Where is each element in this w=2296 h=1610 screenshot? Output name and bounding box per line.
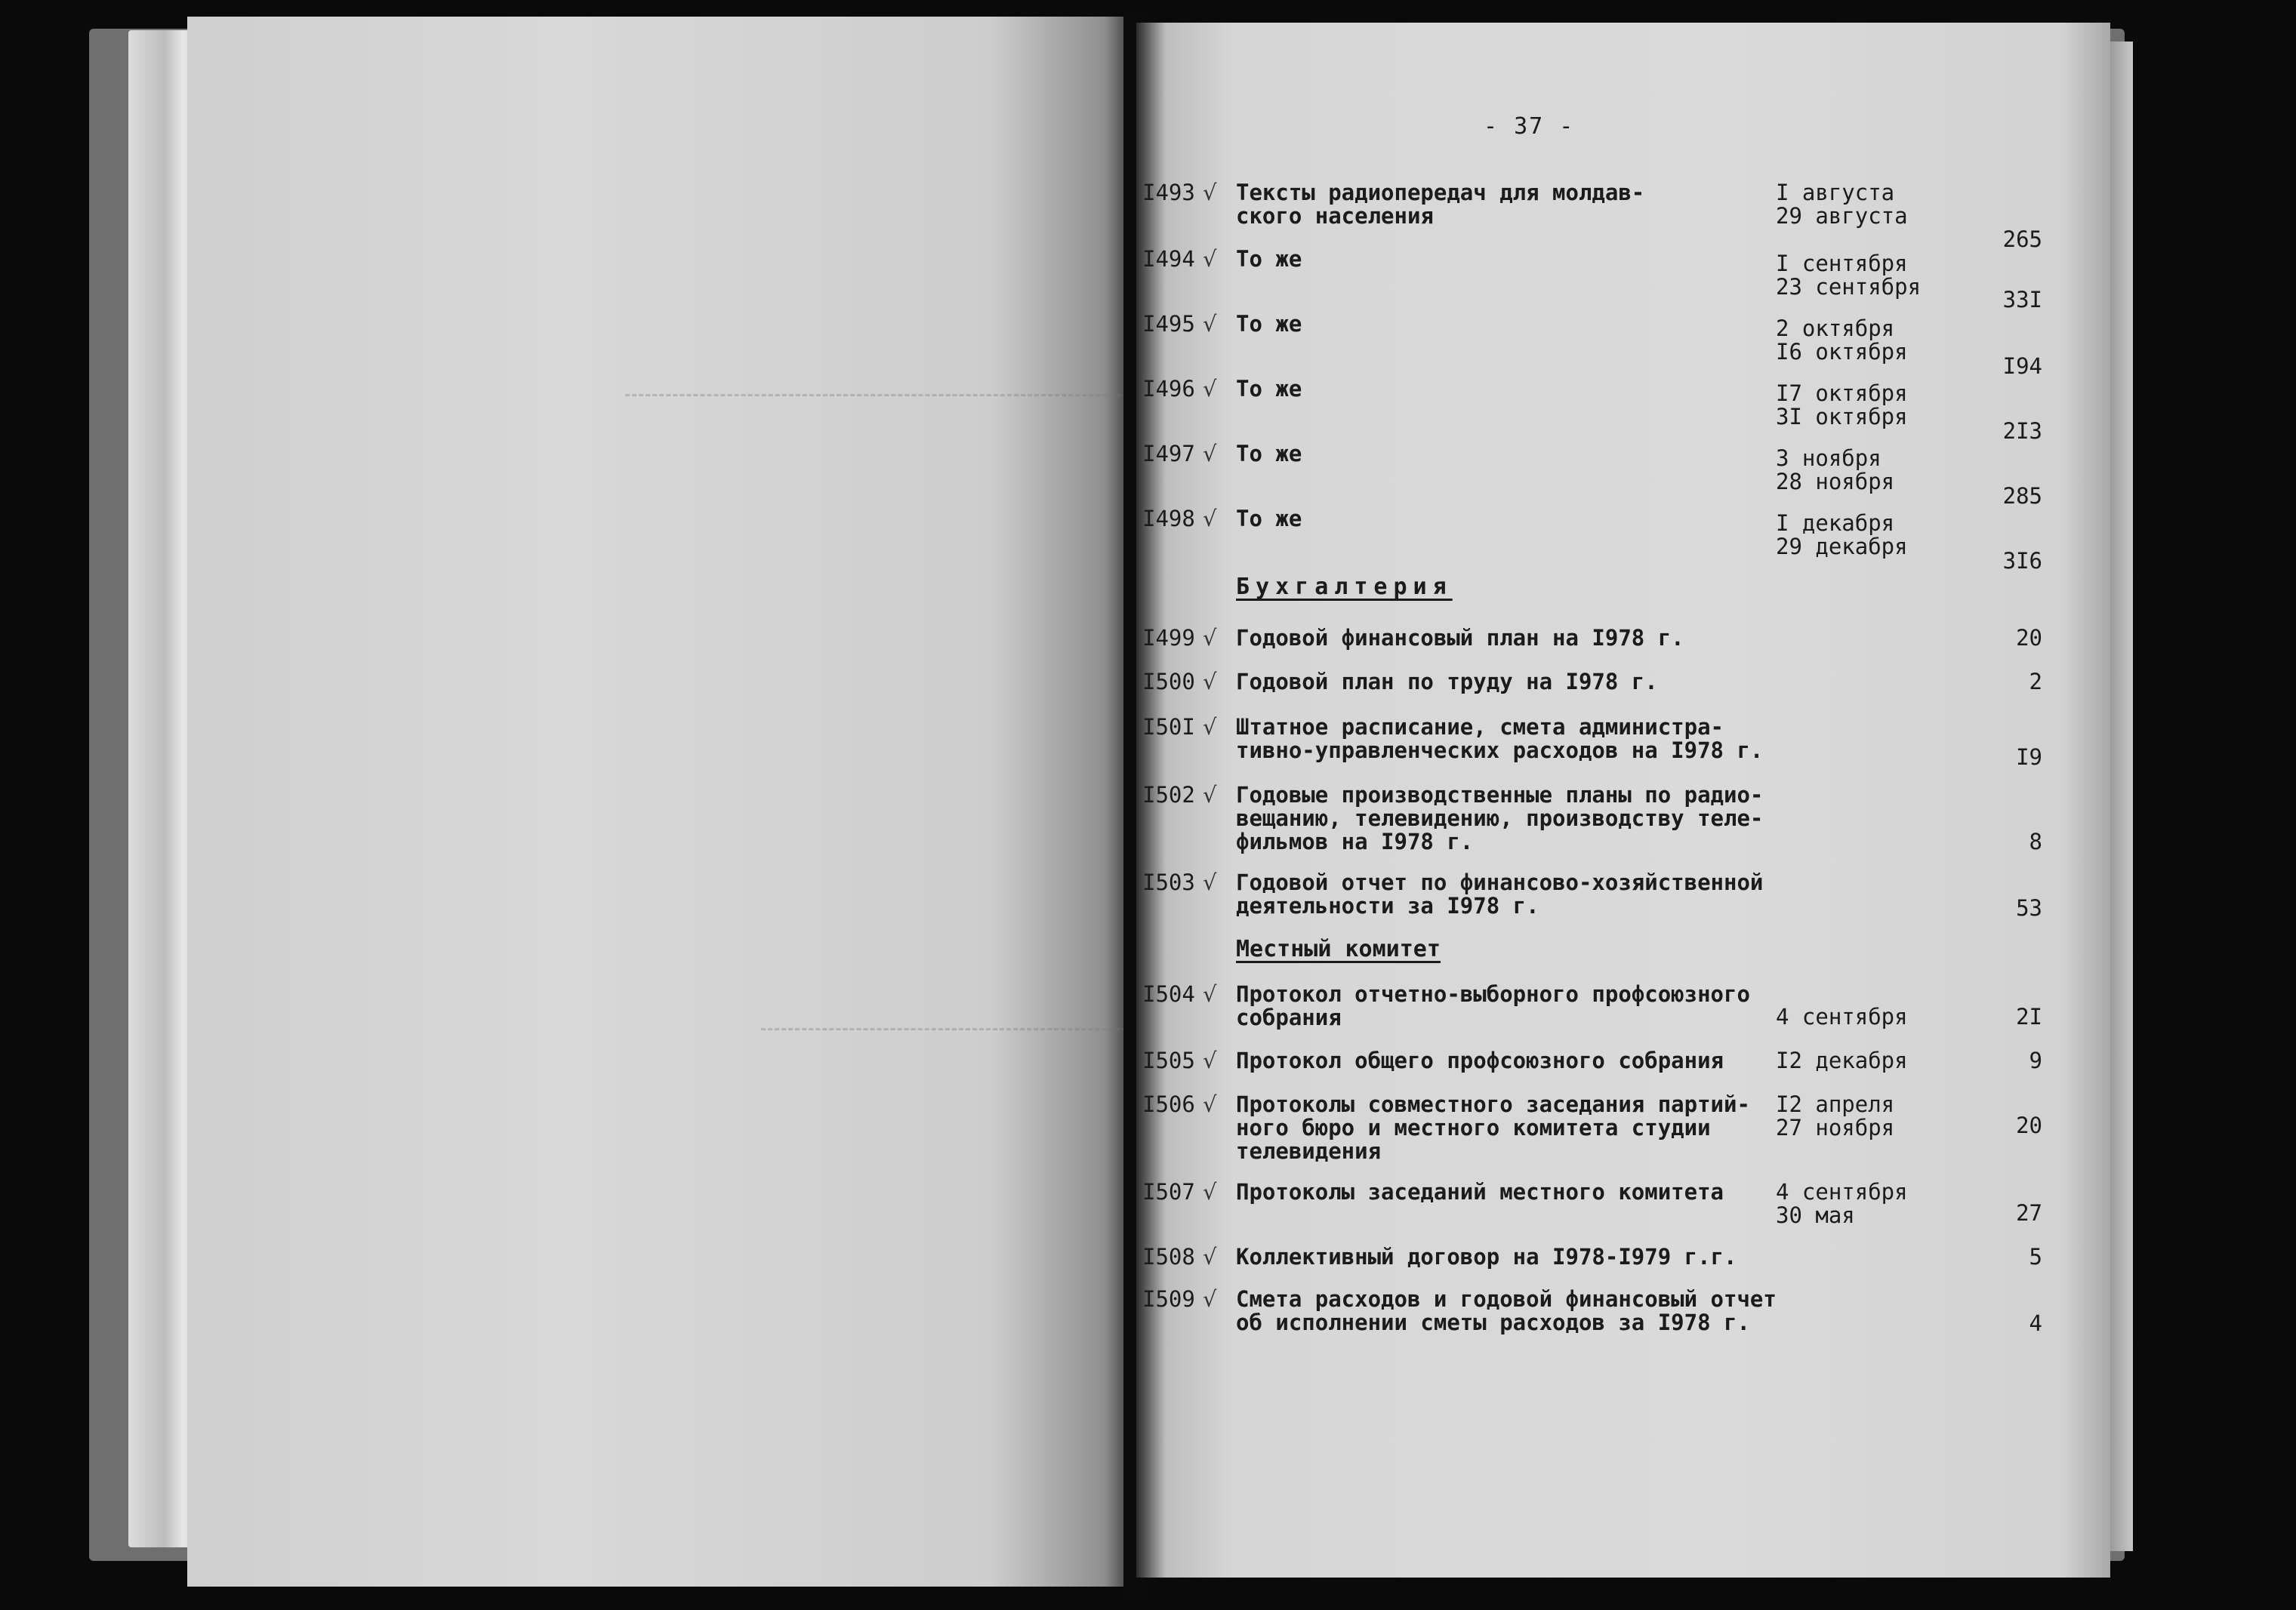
entry-title: Протокол отчетно-выборного профсоюзного собрания bbox=[1236, 981, 1750, 1030]
entry-sheet-count: I9 bbox=[2016, 744, 2042, 770]
entry-number: I498 bbox=[1142, 506, 1195, 531]
checkmark-icon: √ bbox=[1203, 441, 1217, 466]
entry-dates: I7 октября 3I октября bbox=[1776, 380, 1908, 429]
entry-dates: 4 сентября 30 мая bbox=[1776, 1179, 1908, 1228]
entry-sheet-count: 20 bbox=[2016, 625, 2042, 651]
entry-sheet-count: 2I bbox=[2016, 1004, 2042, 1030]
left-page-blank bbox=[187, 17, 1133, 1587]
entry-number: I503 bbox=[1142, 870, 1195, 895]
entry-sheet-count: 285 bbox=[2002, 483, 2042, 509]
entry-title: Годовой финансовый план на I978 г. bbox=[1236, 625, 1684, 651]
entry-title: Протоколы совместного заседания партий- ного бюро и местного комитета студии телевидения bbox=[1236, 1091, 1750, 1164]
entry-sheet-count: 2I3 bbox=[2002, 418, 2042, 444]
entry-number: I505 bbox=[1142, 1048, 1195, 1073]
entry-number: I50I bbox=[1142, 714, 1195, 740]
entry-sheet-count: 8 bbox=[2029, 829, 2042, 854]
entry-sheet-count: 265 bbox=[2002, 226, 2042, 252]
checkmark-icon: √ bbox=[1203, 1048, 1217, 1073]
entry-number: I506 bbox=[1142, 1091, 1195, 1117]
entry-sheet-count: 4 bbox=[2029, 1310, 2042, 1336]
entry-title: Годовые производственные планы по радио- вещанию, телевидению, производству теле- фильмов на I978 г. bbox=[1236, 782, 1764, 854]
entry-sheet-count: 53 bbox=[2016, 895, 2042, 921]
entry-sheet-count: 2 bbox=[2029, 669, 2042, 694]
entry-dates: I августа 29 августа bbox=[1776, 180, 1908, 229]
entry-number: I497 bbox=[1142, 441, 1195, 466]
entry-number: I495 bbox=[1142, 311, 1195, 337]
entry-sheet-count: 20 bbox=[2016, 1113, 2042, 1138]
entry-dates: I декабря 29 декабря bbox=[1776, 510, 1908, 559]
entry-dates: I сентября 23 сентября bbox=[1776, 251, 1922, 300]
entry-dates: 4 сентября bbox=[1776, 1004, 1908, 1030]
entry-number: I500 bbox=[1142, 669, 1195, 694]
entry-title: Коллективный договор на I978-I979 г.г. bbox=[1236, 1244, 1737, 1270]
checkmark-icon: √ bbox=[1203, 669, 1217, 694]
entry-number: I508 bbox=[1142, 1244, 1195, 1270]
entry-title: То же bbox=[1236, 506, 1302, 531]
checkmark-icon: √ bbox=[1203, 625, 1217, 651]
entry-title: То же bbox=[1236, 441, 1302, 466]
entry-title: Протоколы заседаний местного комитета bbox=[1236, 1179, 1724, 1205]
checkmark-icon: √ bbox=[1203, 180, 1217, 205]
entry-title: Годовой отчет по финансово-хозяйственной деятельности за I978 г. bbox=[1236, 870, 1764, 919]
entry-number: I496 bbox=[1142, 376, 1195, 402]
entry-dates: I2 декабря bbox=[1776, 1048, 1908, 1073]
entry-number: I502 bbox=[1142, 782, 1195, 808]
entry-title: Протокол общего профсоюзного собрания bbox=[1236, 1048, 1724, 1073]
entry-title: Штатное расписание, смета администра- тивно-управленческих расходов на I978 г. bbox=[1236, 714, 1764, 763]
checkmark-icon: √ bbox=[1203, 246, 1217, 272]
entry-sheet-count: 9 bbox=[2029, 1048, 2042, 1073]
entry-dates: 3 ноября 28 ноября bbox=[1776, 445, 1895, 494]
checkmark-icon: √ bbox=[1203, 782, 1217, 808]
entry-sheet-count: 33I bbox=[2002, 287, 2042, 312]
entry-number: I494 bbox=[1142, 246, 1195, 272]
section-heading-accounting: Бухгалтерия bbox=[1236, 574, 1453, 600]
entry-dates: I2 апреля 27 ноября bbox=[1776, 1091, 1895, 1141]
entry-sheet-count: 5 bbox=[2029, 1244, 2042, 1270]
checkmark-icon: √ bbox=[1203, 1286, 1217, 1312]
entry-dates: 2 октября I6 октября bbox=[1776, 316, 1908, 365]
entry-sheet-count: 3I6 bbox=[2002, 548, 2042, 574]
entry-number: I499 bbox=[1142, 625, 1195, 651]
checkmark-icon: √ bbox=[1203, 1179, 1217, 1205]
entry-sheet-count: 27 bbox=[2016, 1200, 2042, 1226]
entry-title: Смета расходов и годовой финансовый отчет об исполнении сметы расходов за I978 г. bbox=[1236, 1286, 1777, 1335]
checkmark-icon: √ bbox=[1203, 870, 1217, 895]
checkmark-icon: √ bbox=[1203, 376, 1217, 402]
entry-title: То же bbox=[1236, 376, 1302, 402]
entry-number: I507 bbox=[1142, 1179, 1195, 1205]
checkmark-icon: √ bbox=[1203, 981, 1217, 1007]
section-heading-local-committee: Местный комитет bbox=[1236, 936, 1441, 962]
entry-sheet-count: I94 bbox=[2002, 353, 2042, 379]
entry-number: I504 bbox=[1142, 981, 1195, 1007]
entry-number: I493 bbox=[1142, 180, 1195, 205]
entry-title: Годовой план по труду на I978 г. bbox=[1236, 669, 1658, 694]
page-stack-edge-right bbox=[2110, 42, 2133, 1551]
checkmark-icon: √ bbox=[1203, 506, 1217, 531]
checkmark-icon: √ bbox=[1203, 714, 1217, 740]
entry-title: То же bbox=[1236, 311, 1302, 337]
page-number: - 37 - bbox=[1484, 113, 1575, 140]
entry-number: I509 bbox=[1142, 1286, 1195, 1312]
entry-title: Тексты радиопередач для молдав- ского населения bbox=[1236, 180, 1645, 229]
checkmark-icon: √ bbox=[1203, 1244, 1217, 1270]
checkmark-icon: √ bbox=[1203, 1091, 1217, 1117]
entry-title: То же bbox=[1236, 246, 1302, 272]
inventory-page bbox=[1136, 23, 2110, 1578]
checkmark-icon: √ bbox=[1203, 311, 1217, 337]
